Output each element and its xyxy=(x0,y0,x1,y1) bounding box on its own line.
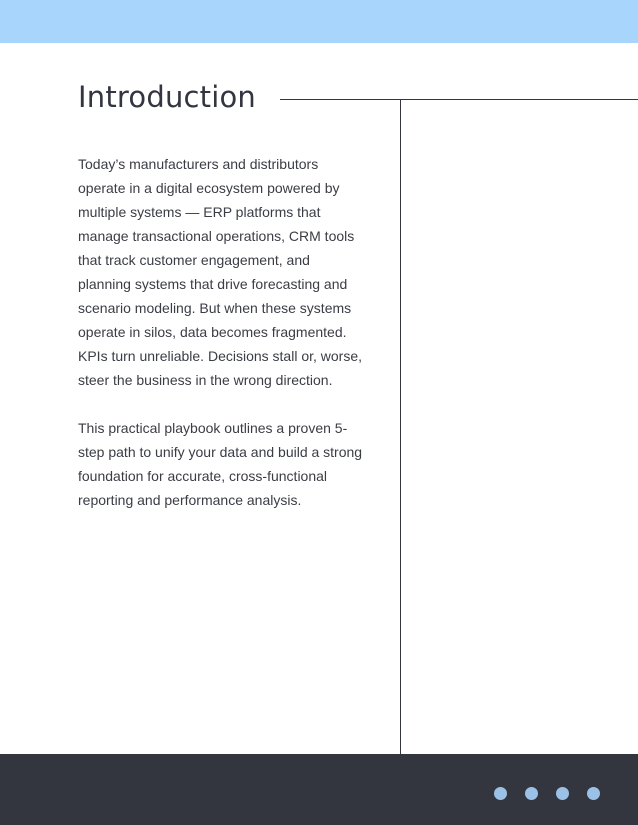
intro-body xyxy=(78,152,363,536)
top-header-band xyxy=(0,0,638,43)
intro-paragraph-1: Today’s manufacturers and distributors operate in a digital ecosystem powered by multiple systems — ERP platforms that manage transactional operations, CRM tools that track customer engagement, and planning systems that drive forecasting and scenario modeling. But when these systems operate in silos, data becomes fragmented. KPIs turn unreliable. Decisions stall or, worse, steer the business in the wrong direction. xyxy=(78,156,363,388)
page-title: Introduction xyxy=(78,80,257,114)
dot-icon xyxy=(556,787,569,800)
dot-icon xyxy=(587,787,600,800)
title-rule xyxy=(280,99,638,100)
column-divider xyxy=(400,99,401,755)
dot-icon xyxy=(525,787,538,800)
page-indicator-dots xyxy=(494,787,600,800)
dot-icon xyxy=(494,787,507,800)
intro-paragraph-2: This practical playbook outlines a proven 5-step path to unify your data and build a strong foundation for accurate, cross-functional reporting and performance analysis. xyxy=(78,420,363,508)
